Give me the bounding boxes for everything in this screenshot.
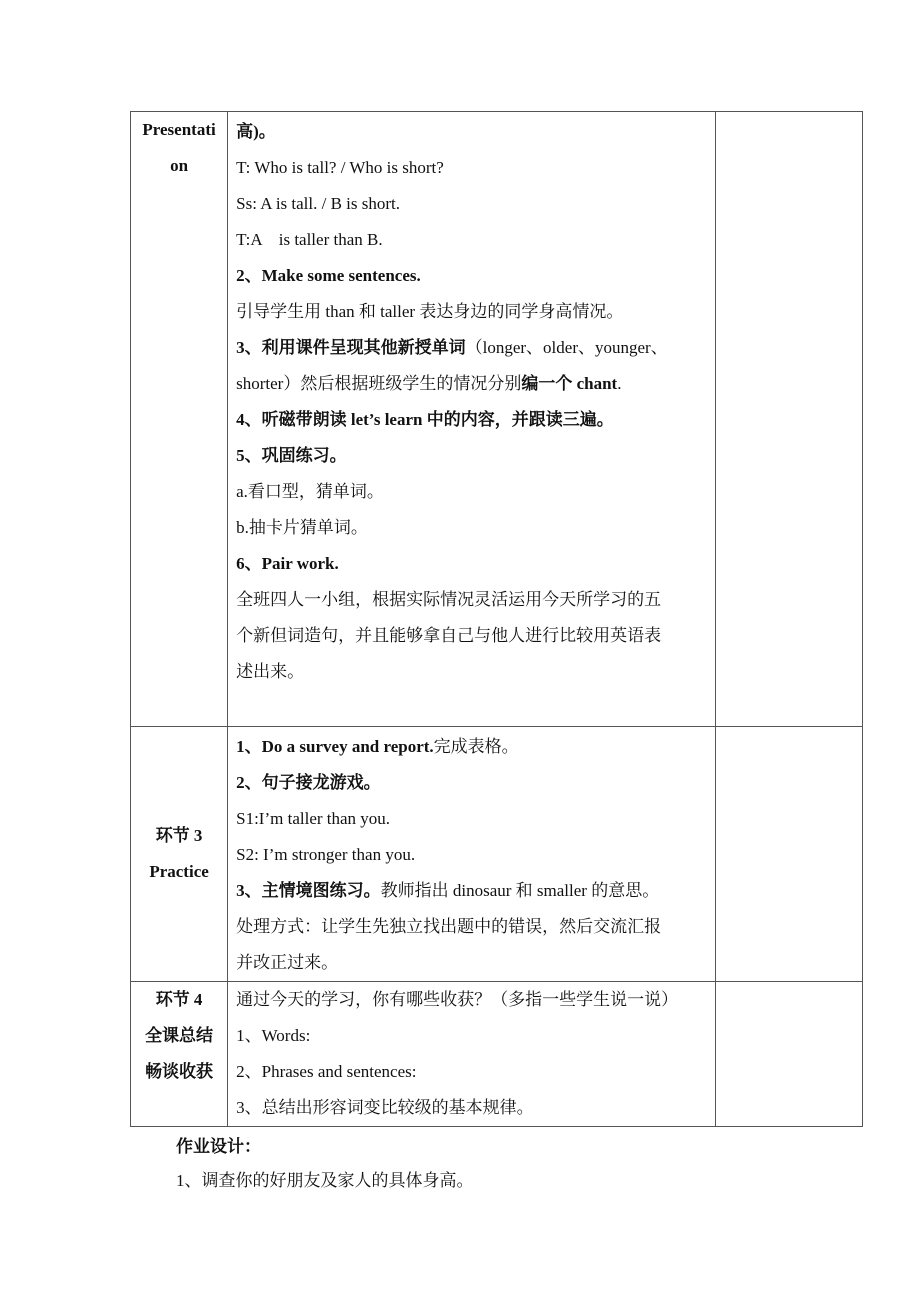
content-heading: 3、主情境图练习。 [236,881,381,900]
content-heading: 5、巩固练习。 [236,446,347,465]
content-line: 引导学生用 than 和 taller 表达身边的同学身高情况。 [236,302,624,321]
content-line: 处理方式：让学生先独立找出题中的错误，然后交流汇报 [236,917,662,936]
content-text: 完成表格。 [433,737,519,756]
content-heading: 1、Do a survey and report. [236,737,434,756]
content-line: 高)。 [236,122,276,141]
stage-cell-summary [131,982,228,1127]
content-line: 通过今天的学习，你有哪些收获？（多指一些学生说一说） [236,990,679,1009]
content-heading: 3、利用课件呈现其他新授单词 [236,338,466,357]
content-line: 全班四人一小组，根据实际情况灵活运用今天所学习的五 [236,590,662,609]
content-line [236,366,707,402]
content-line: T:A is taller than B. [236,230,383,249]
content-text: . [617,374,622,393]
table-row-presentation [131,112,863,727]
content-text-bold: 编一个 chant [521,374,618,393]
content-heading: 2、句子接龙游戏。 [236,773,381,792]
content-line [236,729,707,765]
content-line: S2: I’m stronger than you. [236,845,416,864]
content-heading: 4、听磁带朗读 let’s learn 中的内容，并跟读三遍。 [236,410,614,429]
notes-cell-practice [715,727,862,982]
content-line: 2、Phrases and sentences: [236,1062,417,1081]
content-text: （longer、older、younger、 [465,338,668,357]
content-line: T: Who is tall? / Who is short? [236,158,444,177]
content-heading: 6、Pair work. [236,554,339,573]
content-text: 教师指出 dinosaur 和 smaller 的意思。 [380,881,660,900]
stage-label-line: 环节 3 [155,826,203,845]
stage-label-line: 畅谈收获 [145,1062,214,1081]
lesson-plan-table [130,111,863,1127]
notes-cell-presentation [715,112,862,727]
stage-label-line: on [170,156,189,175]
stage-label-line: Practice [149,862,209,881]
content-line: 个新但词造句，并且能够拿自己与他人进行比较用英语表 [236,626,662,645]
stage-label-line: Presentati [142,120,216,139]
content-heading: 2、Make some sentences. [236,266,421,285]
content-line: S1:I’m taller than you. [236,809,391,828]
stage-cell-presentation [131,112,228,727]
notes-cell-summary [715,982,862,1127]
content-line: 3、总结出形容词变比较级的基本规律。 [236,1098,534,1117]
content-cell-summary [228,982,716,1127]
content-line [236,330,707,366]
stage-label-line: 环节 4 [155,990,203,1009]
content-cell-presentation [228,112,716,727]
content-line: a.看口型，猜单词。 [236,482,384,501]
content-line: 并改正过来。 [236,953,339,972]
stage-cell-practice [131,727,228,982]
table-row-practice [131,727,863,982]
stage-label-line: 全课总结 [145,1026,214,1045]
content-text: shorter）然后根据班级学生的情况分别 [236,374,522,393]
homework-title: 作业设计： [176,1137,261,1156]
content-line [236,873,707,909]
content-line: Ss: A is tall. / B is short. [236,194,401,213]
content-line: 1、Words: [236,1026,311,1045]
content-cell-practice [228,727,716,982]
content-line: 述出来。 [236,662,305,681]
content-line: b.抽卡片猜单词。 [236,518,368,537]
homework-item: 1、调查你的好朋友及家人的具体身高。 [176,1171,474,1190]
table-row-summary [131,982,863,1127]
homework-section [176,1130,474,1198]
